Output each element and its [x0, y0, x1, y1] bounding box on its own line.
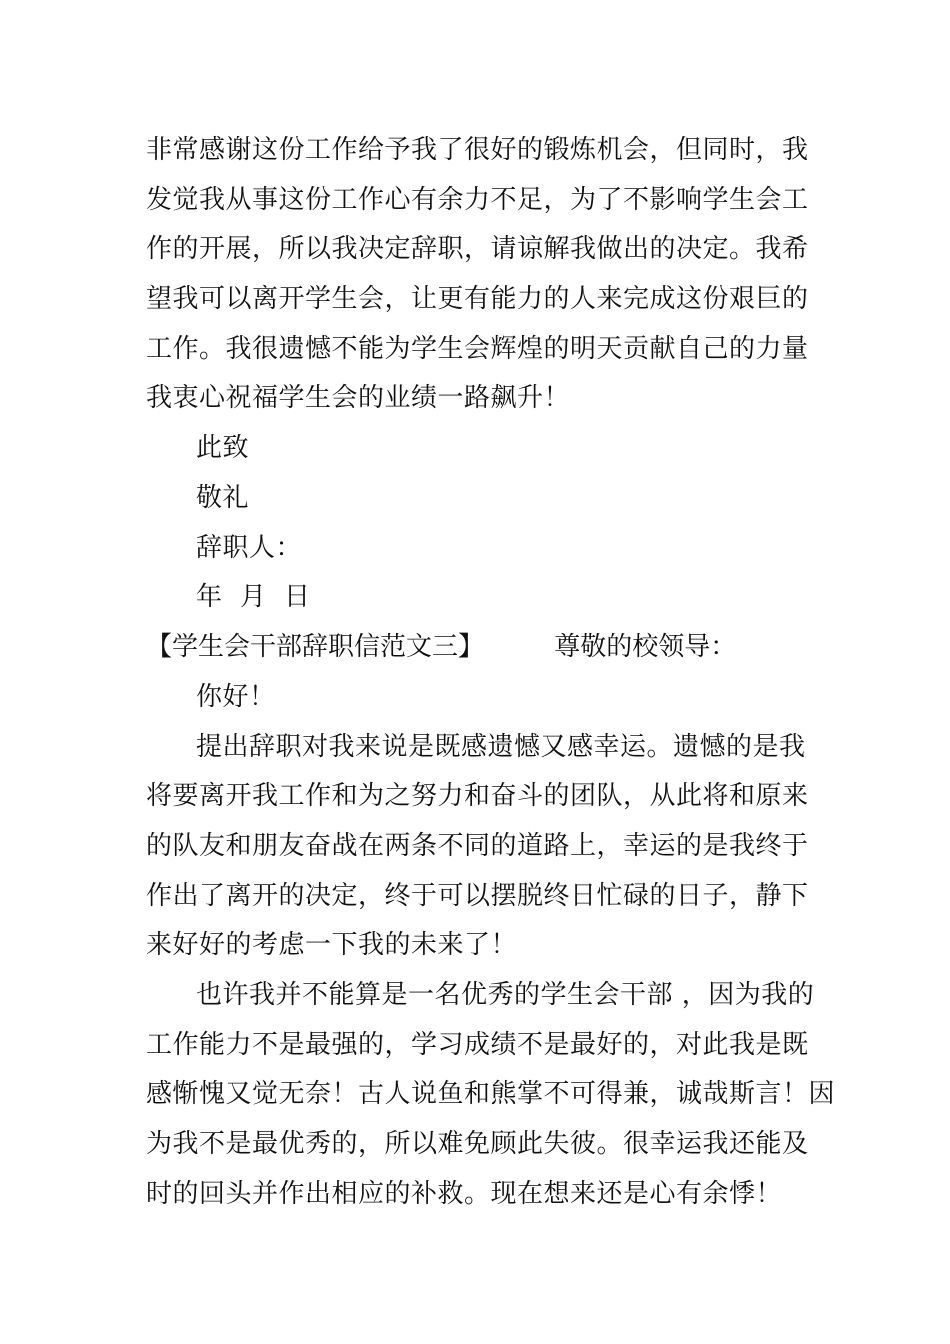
paragraph-line: 提出辞职对我来说是既感遗憾又感幸运。遗憾的是我 [196, 732, 806, 762]
paragraph-line: 为我不是最优秀的，所以难免顾此失彼。很幸运我还能及 [146, 1129, 809, 1159]
date-line: 年 月 日 [196, 582, 311, 612]
closing-regards: 敬礼 [196, 483, 250, 513]
closing-salutation: 此致 [196, 433, 250, 463]
paragraph-line: 来好好的考虑一下我的未来了！ [146, 930, 518, 960]
paragraph-line: 作出了离开的决定，终于可以摆脱终日忙碌的日子，静下 [146, 881, 809, 911]
paragraph-line: 作的开展，所以我决定辞职，请谅解我做出的决定。我希 [146, 234, 809, 264]
paragraph-line: 时的回头并作出相应的补救。现在想来还是心有余悸！ [146, 1179, 783, 1209]
paragraph-line: 工作能力不是最强的，学习成绩不是最好的，对此我是既 [146, 1030, 809, 1060]
paragraph-line: 我衷心祝福学生会的业绩一路飙升！ [146, 383, 571, 413]
signer-label: 辞职人： [196, 533, 303, 563]
paragraph-line: 的队友和朋友奋战在两条不同的道路上，幸运的是我终于 [146, 831, 809, 861]
paragraph-line: 发觉我从事这份工作心有余力不足，为了不影响学生会工 [146, 185, 809, 215]
addressee: 尊敬的校领导： [554, 632, 737, 662]
paragraph-line: 望我可以离开学生会，让更有能力的人来完成这份艰巨的 [146, 284, 809, 314]
paragraph-line: 也许我并不能算是一名优秀的学生会干部 ，因为我的 [196, 980, 815, 1010]
paragraph-line: 工作。我很遗憾不能为学生会辉煌的明天贡献自己的力量 [146, 334, 809, 364]
section-heading-row [146, 629, 806, 665]
greeting: 你好！ [196, 682, 276, 712]
section-heading: 【学生会干部辞职信范文三】 [146, 632, 485, 662]
paragraph-line: 感惭愧又觉无奈！古人说鱼和熊掌不可得兼，诚哉斯言！因 [146, 1079, 836, 1109]
paragraph-line: 将要离开我工作和为之努力和奋斗的团队，从此将和原来 [146, 781, 809, 811]
paragraph-line: 非常感谢这份工作给予我了很好的锻炼机会，但同时，我 [146, 135, 809, 165]
